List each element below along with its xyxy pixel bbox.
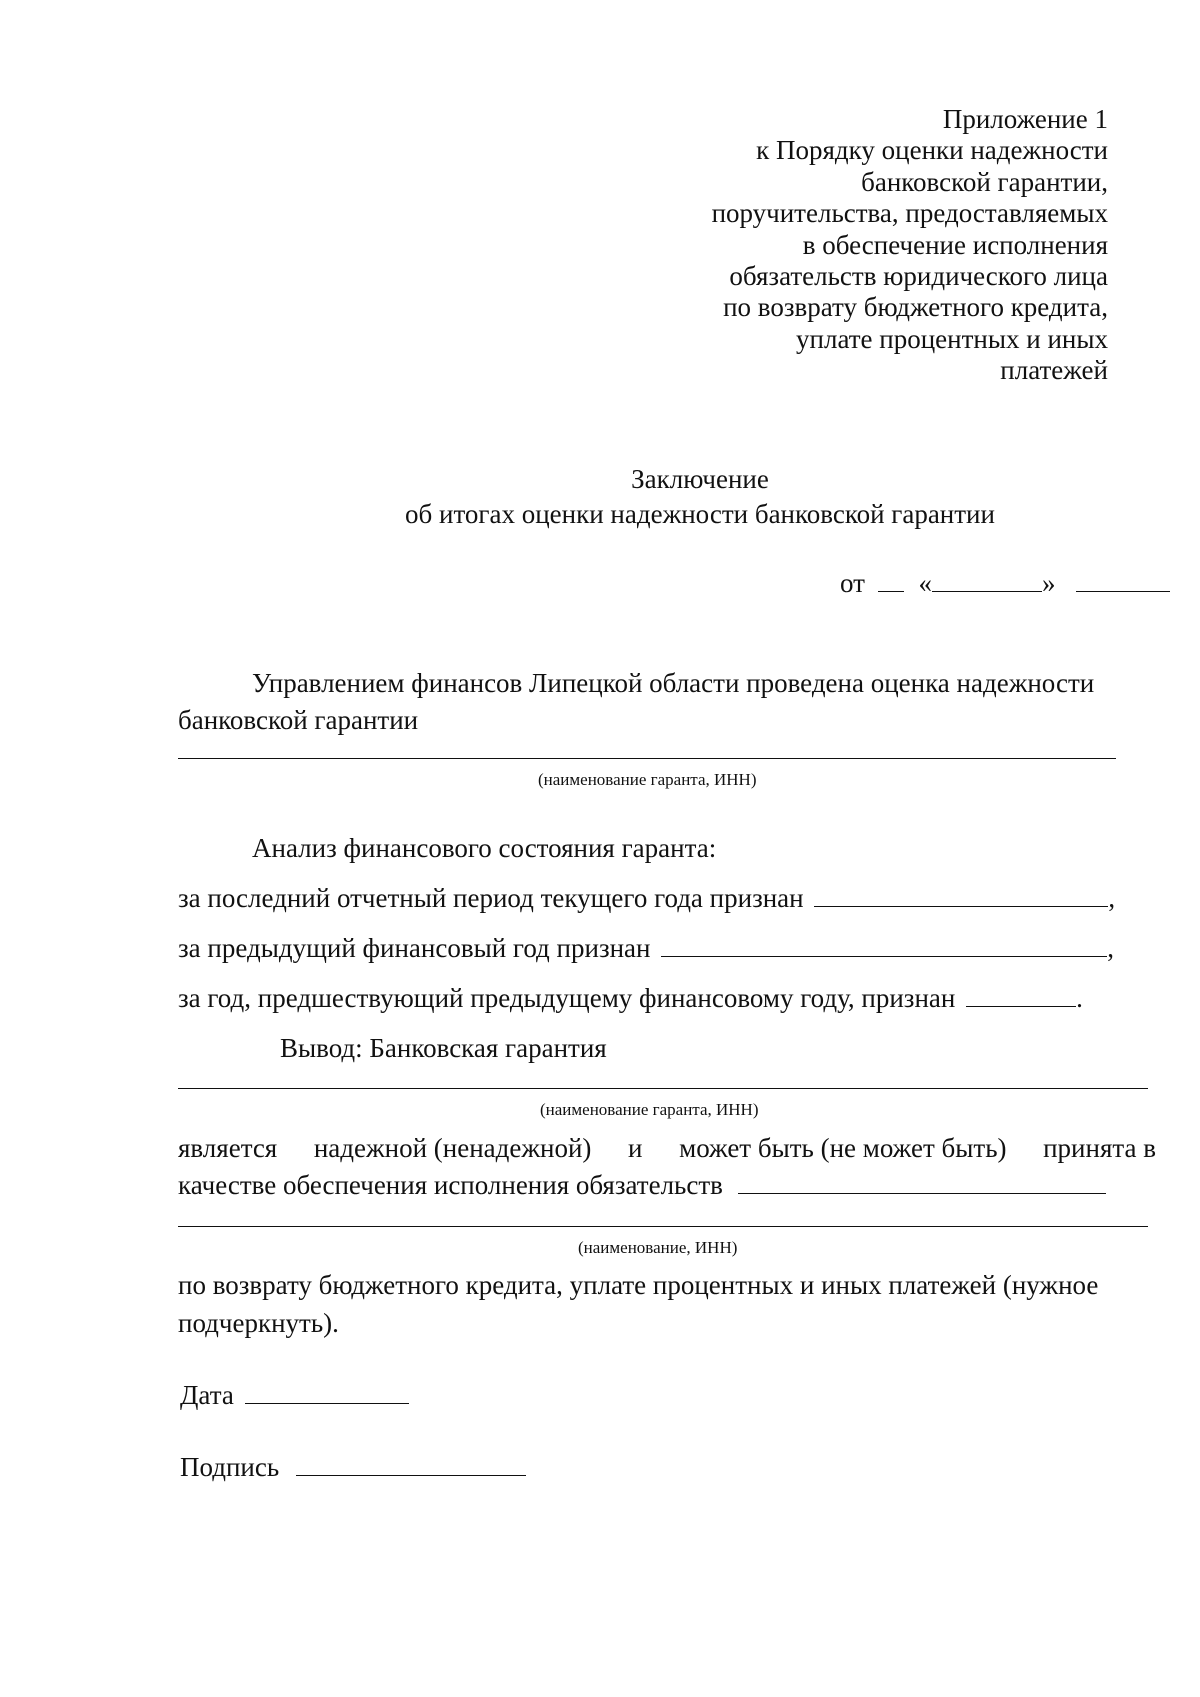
closing-line-1: по возврату бюджетного кредита, уплате процентных и иных платежей (нужное xyxy=(178,1270,1099,1300)
date-year-blank[interactable] xyxy=(1076,591,1170,592)
analysis-before-previous-label: за год, предшествующий предыдущему финансовому году, признан xyxy=(178,983,956,1013)
result-word: принята в xyxy=(1043,1133,1156,1163)
signature-field[interactable] xyxy=(296,1475,526,1476)
appendix-line: Приложение 1 xyxy=(942,104,1108,134)
date-prefix: от xyxy=(840,568,865,598)
analysis-current-label: за последний отчетный период текущего года признан xyxy=(178,883,804,913)
document-heading xyxy=(0,462,1200,532)
current-period-field[interactable] xyxy=(814,906,1108,907)
guarantor-name-field[interactable] xyxy=(178,758,1116,759)
obligations-field[interactable] xyxy=(738,1193,1106,1194)
appendix-header xyxy=(712,104,1108,387)
obligations-label: качестве обеспечения исполнения обязательств xyxy=(178,1170,723,1200)
closing-line-2: подчеркнуть). xyxy=(178,1308,339,1338)
document-title: Заключение xyxy=(631,464,769,494)
period-mark: . xyxy=(1076,983,1083,1013)
analysis-title: Анализ финансового состояния гаранта: xyxy=(252,833,717,863)
appendix-line: поручительства, предоставляемых xyxy=(711,198,1108,229)
conclusion-label: Вывод: Банковская гарантия xyxy=(280,1033,607,1063)
intro-line-1: Управлением финансов Липецкой области проведена оценка надежности xyxy=(252,668,1095,698)
appendix-line: уплате процентных и иных xyxy=(796,323,1108,354)
document-subtitle: об итогах оценки надежности банковской гарантии xyxy=(405,499,995,529)
appendix-line: к Порядку оценки надежности xyxy=(756,135,1108,166)
intro-line-2: банковской гарантии xyxy=(178,705,419,735)
previous-year-field[interactable] xyxy=(661,956,1107,957)
caption-guarantor-2: (наименование гаранта, ИНН) xyxy=(540,1100,759,1119)
analysis-before-previous-year xyxy=(178,983,1083,1014)
appendix-line: обязательств юридического лица xyxy=(729,261,1108,292)
date-field[interactable] xyxy=(245,1403,409,1404)
date-open-quote: « xyxy=(918,568,932,598)
result-line xyxy=(178,1133,1156,1164)
appendix-line: по возврату бюджетного кредита, xyxy=(723,292,1108,323)
date-label: Дата xyxy=(180,1380,234,1410)
date-day-blank[interactable] xyxy=(878,591,904,592)
date-close-quote: » xyxy=(1041,568,1056,598)
appendix-line: платежей xyxy=(1000,355,1108,386)
analysis-previous-label: за предыдущий финансовый год признан xyxy=(178,933,651,963)
appendix-line: банковской гарантии, xyxy=(861,166,1108,197)
result-word: надежной (ненадежной) xyxy=(313,1133,592,1163)
before-previous-year-field[interactable] xyxy=(966,1006,1076,1007)
result-word: и xyxy=(628,1133,643,1163)
result-word: может быть (не может быть) xyxy=(679,1133,1007,1163)
signature-signoff xyxy=(180,1452,526,1483)
comma: , xyxy=(1107,933,1114,963)
obligor-name-field[interactable] xyxy=(178,1226,1148,1227)
analysis-previous-year xyxy=(178,933,1114,964)
appendix-line: в обеспечение исполнения xyxy=(802,229,1108,260)
date-month-blank[interactable] xyxy=(932,591,1042,592)
comma: , xyxy=(1108,883,1116,913)
result-word: является xyxy=(178,1133,278,1163)
analysis-current-period xyxy=(178,883,1115,914)
caption-guarantor: (наименование гаранта, ИНН) xyxy=(538,770,757,789)
caption-name: (наименование, ИНН) xyxy=(578,1238,738,1257)
date-signoff xyxy=(180,1380,409,1411)
date-line xyxy=(840,568,1170,599)
signature-label: Подпись xyxy=(180,1452,280,1482)
guarantor-name-field-2[interactable] xyxy=(178,1088,1148,1089)
obligations-line xyxy=(178,1170,1106,1201)
